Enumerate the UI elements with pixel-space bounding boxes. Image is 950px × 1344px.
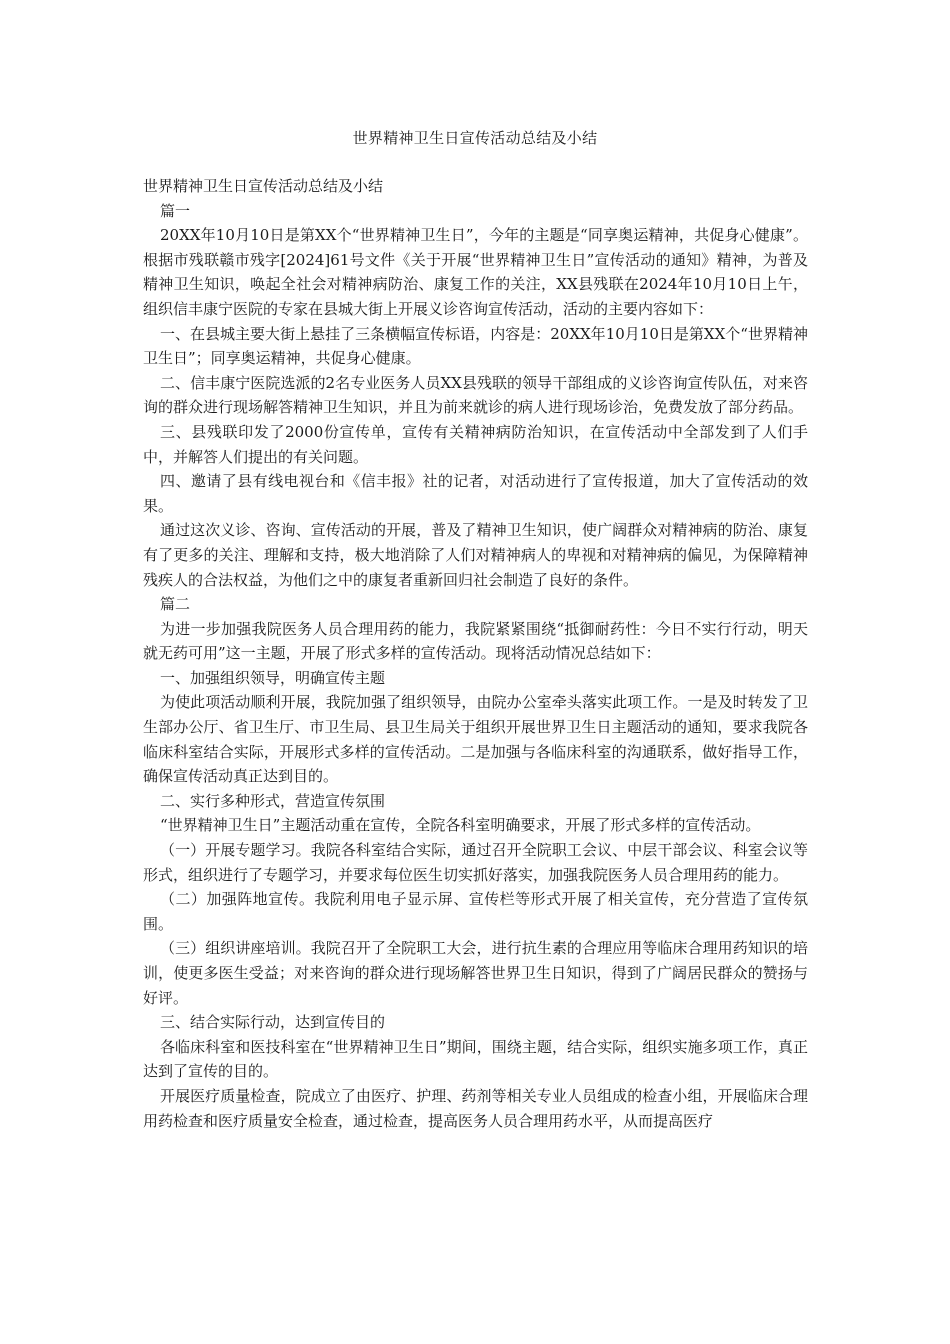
paragraph: 为进一步加强我院医务人员合理用药的能力，我院紧紧围绕“抵御耐药性：今日不实行行动，明天就无药可用”这一主题，开展了形式多样的宣传活动。现将活动情况总结如下： (143, 619, 808, 663)
paragraph: （一）开展专题学习。我院各科室结合实际，通过召开全院职工会议、中层干部会议、科室会议等形式，组织进行了专题学习，并要求每位医生切实抓好落实，加强我院医务人员合理用药的能力。 (143, 841, 808, 884)
paragraph: 20XX年10月10日是第XX个“世界精神卫生日”，今年的主题是“同享奥运精神，共促身心健康”。根据市残联赣市残字[2024]61号文件《关于开展“世界精神卫生日”宣传活动的通知》精神，为普及精神卫生知识，唤起全社会对精神病防治、康复工作的关注，XX县残联在2024年10月10日上午，组织信丰康宁医院的专家在县城大街上开展义诊咨询宣传活动，活动的主要内容如下： (143, 226, 808, 318)
paragraph: 通过这次义诊、咨询、宣传活动的开展，普及了精神卫生知识，使广阔群众对精神病的防治、康复有了更多的关注、理解和支持，极大地消除了人们对精神病人的卑视和对精神病的偏见，为保障精神残疾人的合法权益，为他们之中的康复者重新回归社会制造了良好的条件。 (143, 521, 808, 589)
section-heading: 三、结合实际行动，达到宣传目的 (160, 1013, 386, 1032)
paragraph: 三、县残联印发了2000份宣传单，宣传有关精神病防治知识，在宣传活动中全部发到了人们手中，并解答人们提出的有关问题。 (143, 422, 808, 466)
paragraph: 各临床科室和医技科室在“世界精神卫生日”期间，围绕主题，结合实际，组织实施多项工作，真正达到了宣传的目的。 (143, 1037, 808, 1081)
section-heading-part-two: 篇二 (160, 595, 191, 614)
paragraph: 一、在县城主要大街上悬挂了三条横幅宣传标语，内容是：20XX年10月10日是第XX个“世界精神卫生日”；同享奥运精神，共促身心健康。 (143, 324, 808, 368)
paragraph: “世界精神卫生日”主题活动重在宣传，全院各科室明确要求，开展了形式多样的宣传活动。 (160, 816, 761, 835)
section-heading: 一、加强组织领导，明确宣传主题 (160, 668, 386, 687)
paragraph: 开展医疗质量检查，院成立了由医疗、护理、药剂等相关专业人员组成的检查小组，开展临床合理用药检查和医疗质量安全检查，通过检查，提高医务人员合理用药水平，从而提高医疗 (143, 1086, 808, 1130)
section-heading: 二、实行多种形式，营造宣传氛围 (160, 791, 386, 810)
paragraph: （三）组织讲座培训。我院召开了全院职工大会，进行抗生素的合理应用等临床合理用药知识的培训，使更多医生受益；对来咨询的群众进行现场解答世界卫生日知识，得到了广阔居民群众的赞扬与好评。 (143, 939, 808, 1007)
paragraph: 二、信丰康宁医院选派的2名专业医务人员XX县残联的领导干部组成的义诊咨询宣传队伍，对来咨询的群众进行现场解答精神卫生知识，并且为前来就诊的病人进行现场诊治，免费发放了部分药品。 (143, 373, 808, 417)
paragraph: 为使此项活动顺利开展，我院加强了组织领导，由院办公室牵头落实此项工作。一是及时转发了卫生部办公厅、省卫生厅、市卫生局、县卫生局关于组织开展世界卫生日主题活动的通知，要求我院各临床科室结合实际，开展形式多样的宣传活动。二是加强与各临床科室的沟通联系，做好指导工作，确保宣传活动真正达到目的。 (143, 693, 808, 786)
document-body (143, 174, 808, 1133)
section-heading-part-one: 篇一 (160, 201, 191, 220)
paragraph: 四、邀请了县有线电视台和《信丰报》社的记者，对活动进行了宣传报道，加大了宣传活动的效果。 (143, 472, 808, 515)
document-title: 世界精神卫生日宣传活动总结及小结 (352, 129, 598, 147)
document-subtitle: 世界精神卫生日宣传活动总结及小结 (143, 177, 384, 195)
paragraph: （二）加强阵地宣传。我院利用电子显示屏、宣传栏等形式开展了相关宣传，充分营造了宣传氛围。 (143, 890, 808, 933)
